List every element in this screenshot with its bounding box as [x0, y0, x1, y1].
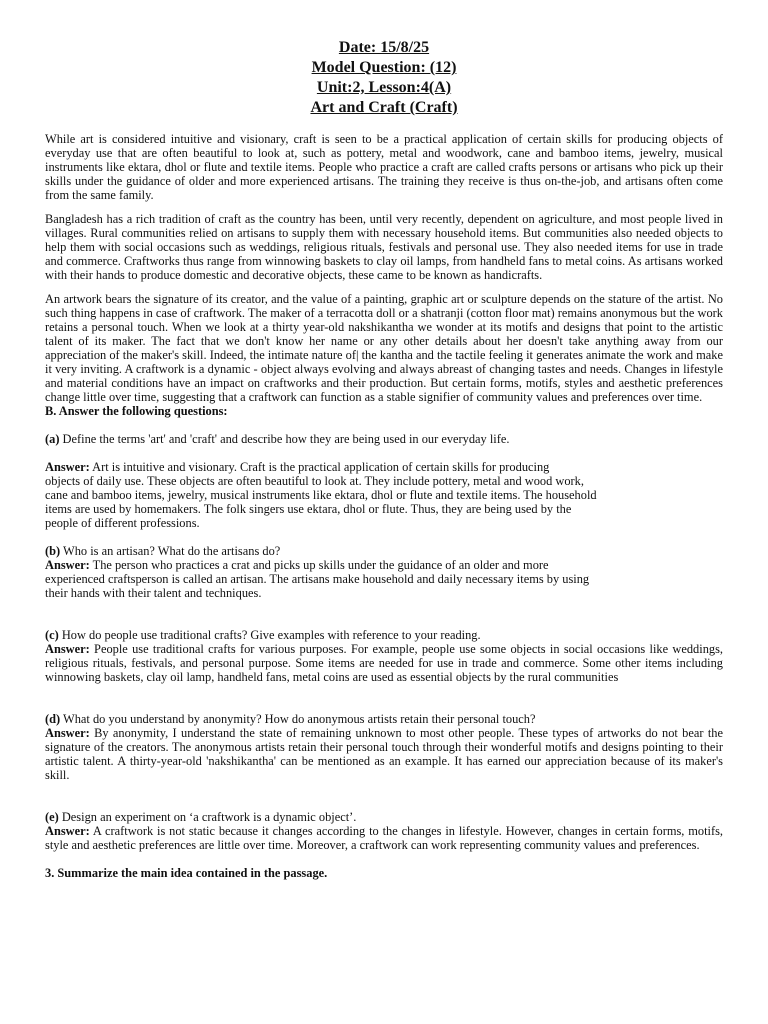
question-d — [45, 712, 723, 726]
answer-a — [45, 460, 723, 530]
document-header — [45, 38, 723, 118]
passage-paragraph-1: While art is considered intuitive and visionary, craft is seen to be a practical application of certain skills for producing objects of everyday use that are often beautiful to look at, such as pottery, metal and woodwork, cane and bamboo items, jewelry, musical instruments like ektara, dhol or flute and textile items. People who practice a craft are called crafts persons or artisans who pick up their skills under the guidance of older and more experienced artisans. The training they receive is thus on-the-job, and artisans often come from the same family. — [45, 132, 723, 202]
answer-line: items are used by homemakers. The folk singers use ektara, dhol or flute. Thus, they are being used by the — [45, 502, 572, 516]
question-text: Design an experiment on ‘a craftwork is a dynamic object’. — [58, 810, 357, 824]
answer-line: their hands with their talent and techniques. — [45, 586, 262, 600]
date-line: Date: 15/8/25 — [338, 39, 430, 56]
answer-b — [45, 558, 723, 600]
question-text: Who is an artisan? What do the artisans do? — [60, 544, 281, 558]
question-tag: (c) — [45, 628, 59, 642]
section-b-heading: B. Answer the following questions: — [45, 404, 228, 418]
answer-line: Answer: Art is intuitive and visionary. Craft is the practical application of certain skills for producing — [45, 460, 550, 474]
answer-label: Answer: — [45, 642, 90, 656]
question-e — [45, 810, 723, 824]
question-tag: (b) — [45, 544, 61, 558]
model-question-line: Model Question: (12) — [311, 59, 457, 76]
passage-paragraph-2: Bangladesh has a rich tradition of craft as the country has been, until very recently, dependent on agriculture, and most people lived in villages. Rural communities relied on artisans to supply them with necessary household items. But communities also needed objects to help them with social occasions such as weddings, religious rituals, festivals and personal use. They also needed items for use in trade and commerce. Craftworks thus range from winnowing baskets to clay oil lamps, from handheld fans to metal coins. As artisans worked with their hands to produce domestic and decorative objects, these came to be known as handicrafts. — [45, 212, 723, 282]
answer-line: experienced craftsperson is called an artisan. The artisans make household and daily necessary items by using — [45, 572, 590, 586]
answer-label: Answer: — [45, 824, 90, 838]
answer-line: Answer: The person who practices a crat and picks up skills under the guidance of an older and more — [45, 558, 549, 572]
question-tag: (e) — [45, 810, 59, 824]
question-a — [45, 432, 723, 446]
unit-lesson-line: Unit:2, Lesson:4(A) — [316, 79, 452, 96]
answer-line: objects of daily use. These objects are often beautiful to look at. They include pottery, metal and wood work, — [45, 474, 584, 488]
question-tag: (a) — [45, 432, 60, 446]
answer-label: Answer: — [45, 558, 90, 572]
answer-e: Answer: A craftwork is not static because it changes according to the changes in lifestyle. However, changes in certain forms, motifs, style and aesthetic preferences are little over time. Moreover, a craftwork can work representing community values and preferences. — [45, 824, 723, 852]
answer-c: Answer: People use traditional crafts for various purposes. For example, people use some objects in social occasions like weddings, religious rituals, festivals, and personal purpose. Some items are needed for use in trade and commerce. Some other items including winnowing baskets, clay oil lamp, handheld fans, metal coins are used as essential objects by the rural communities — [45, 642, 723, 684]
document-page — [45, 38, 723, 880]
question-c — [45, 628, 723, 642]
question-text: Define the terms 'art' and 'craft' and describe how they are being used in our everyday life. — [59, 432, 510, 446]
passage-paragraph-3: An artwork bears the signature of its creator, and the value of a painting, graphic art or sculpture depends on the stature of the artist. No such thing happens in case of craftwork. The maker of a terracotta doll or a shatranji (cotton floor mat) remains anonymous but the work retains a personal touch. When we look at a thirty year-old nakshikantha we wonder at its motifs and designs that point to the artistic talent of its maker. The fact that we don't know her name or any other details about her doesn't take anything away from our appreciation of the maker's skill. Indeed, the intimate nature of| the kantha and the tactile feeling it generates animate the work and make it very inviting. A craftwork is a dynamic - object always evolving and always abreast of changing tastes and needs. Changes in lifestyle and material conditions have an impact on craftworks and their production. But certain forms, motifs, styles and aesthetic preferences change little over time, suggesting that a craftwork can function as a stable signifier of community values and preferences over time. — [45, 292, 723, 404]
question-text: What do you understand by anonymity? How do anonymous artists retain their personal touch? — [60, 712, 536, 726]
answer-line: people of different professions. — [45, 516, 200, 530]
section-3-heading: 3. Summarize the main idea contained in the passage. — [45, 866, 328, 880]
answer-label: Answer: — [45, 460, 90, 474]
answer-line: cane and bamboo items, jewelry, musical instruments like ektara, dhol or flute and textile items. The household — [45, 488, 597, 502]
answer-d: Answer: By anonymity, I understand the state of remaining unknown to most other people. These types of artworks do not bear the signature of the creators. The anonymous artists retain their personal touch through their wonderful motifs and designs pointing to their artistic talent. A thirty-year-old 'nakshikantha' can be mentioned as an example. It has earned our appreciation because of its maker's skill. — [45, 726, 723, 782]
question-tag: (d) — [45, 712, 61, 726]
question-text: How do people use traditional crafts? Give examples with reference to your reading. — [58, 628, 481, 642]
answer-label: Answer: — [45, 726, 90, 740]
question-b — [45, 544, 723, 558]
lesson-title: Art and Craft (Craft) — [310, 99, 458, 116]
